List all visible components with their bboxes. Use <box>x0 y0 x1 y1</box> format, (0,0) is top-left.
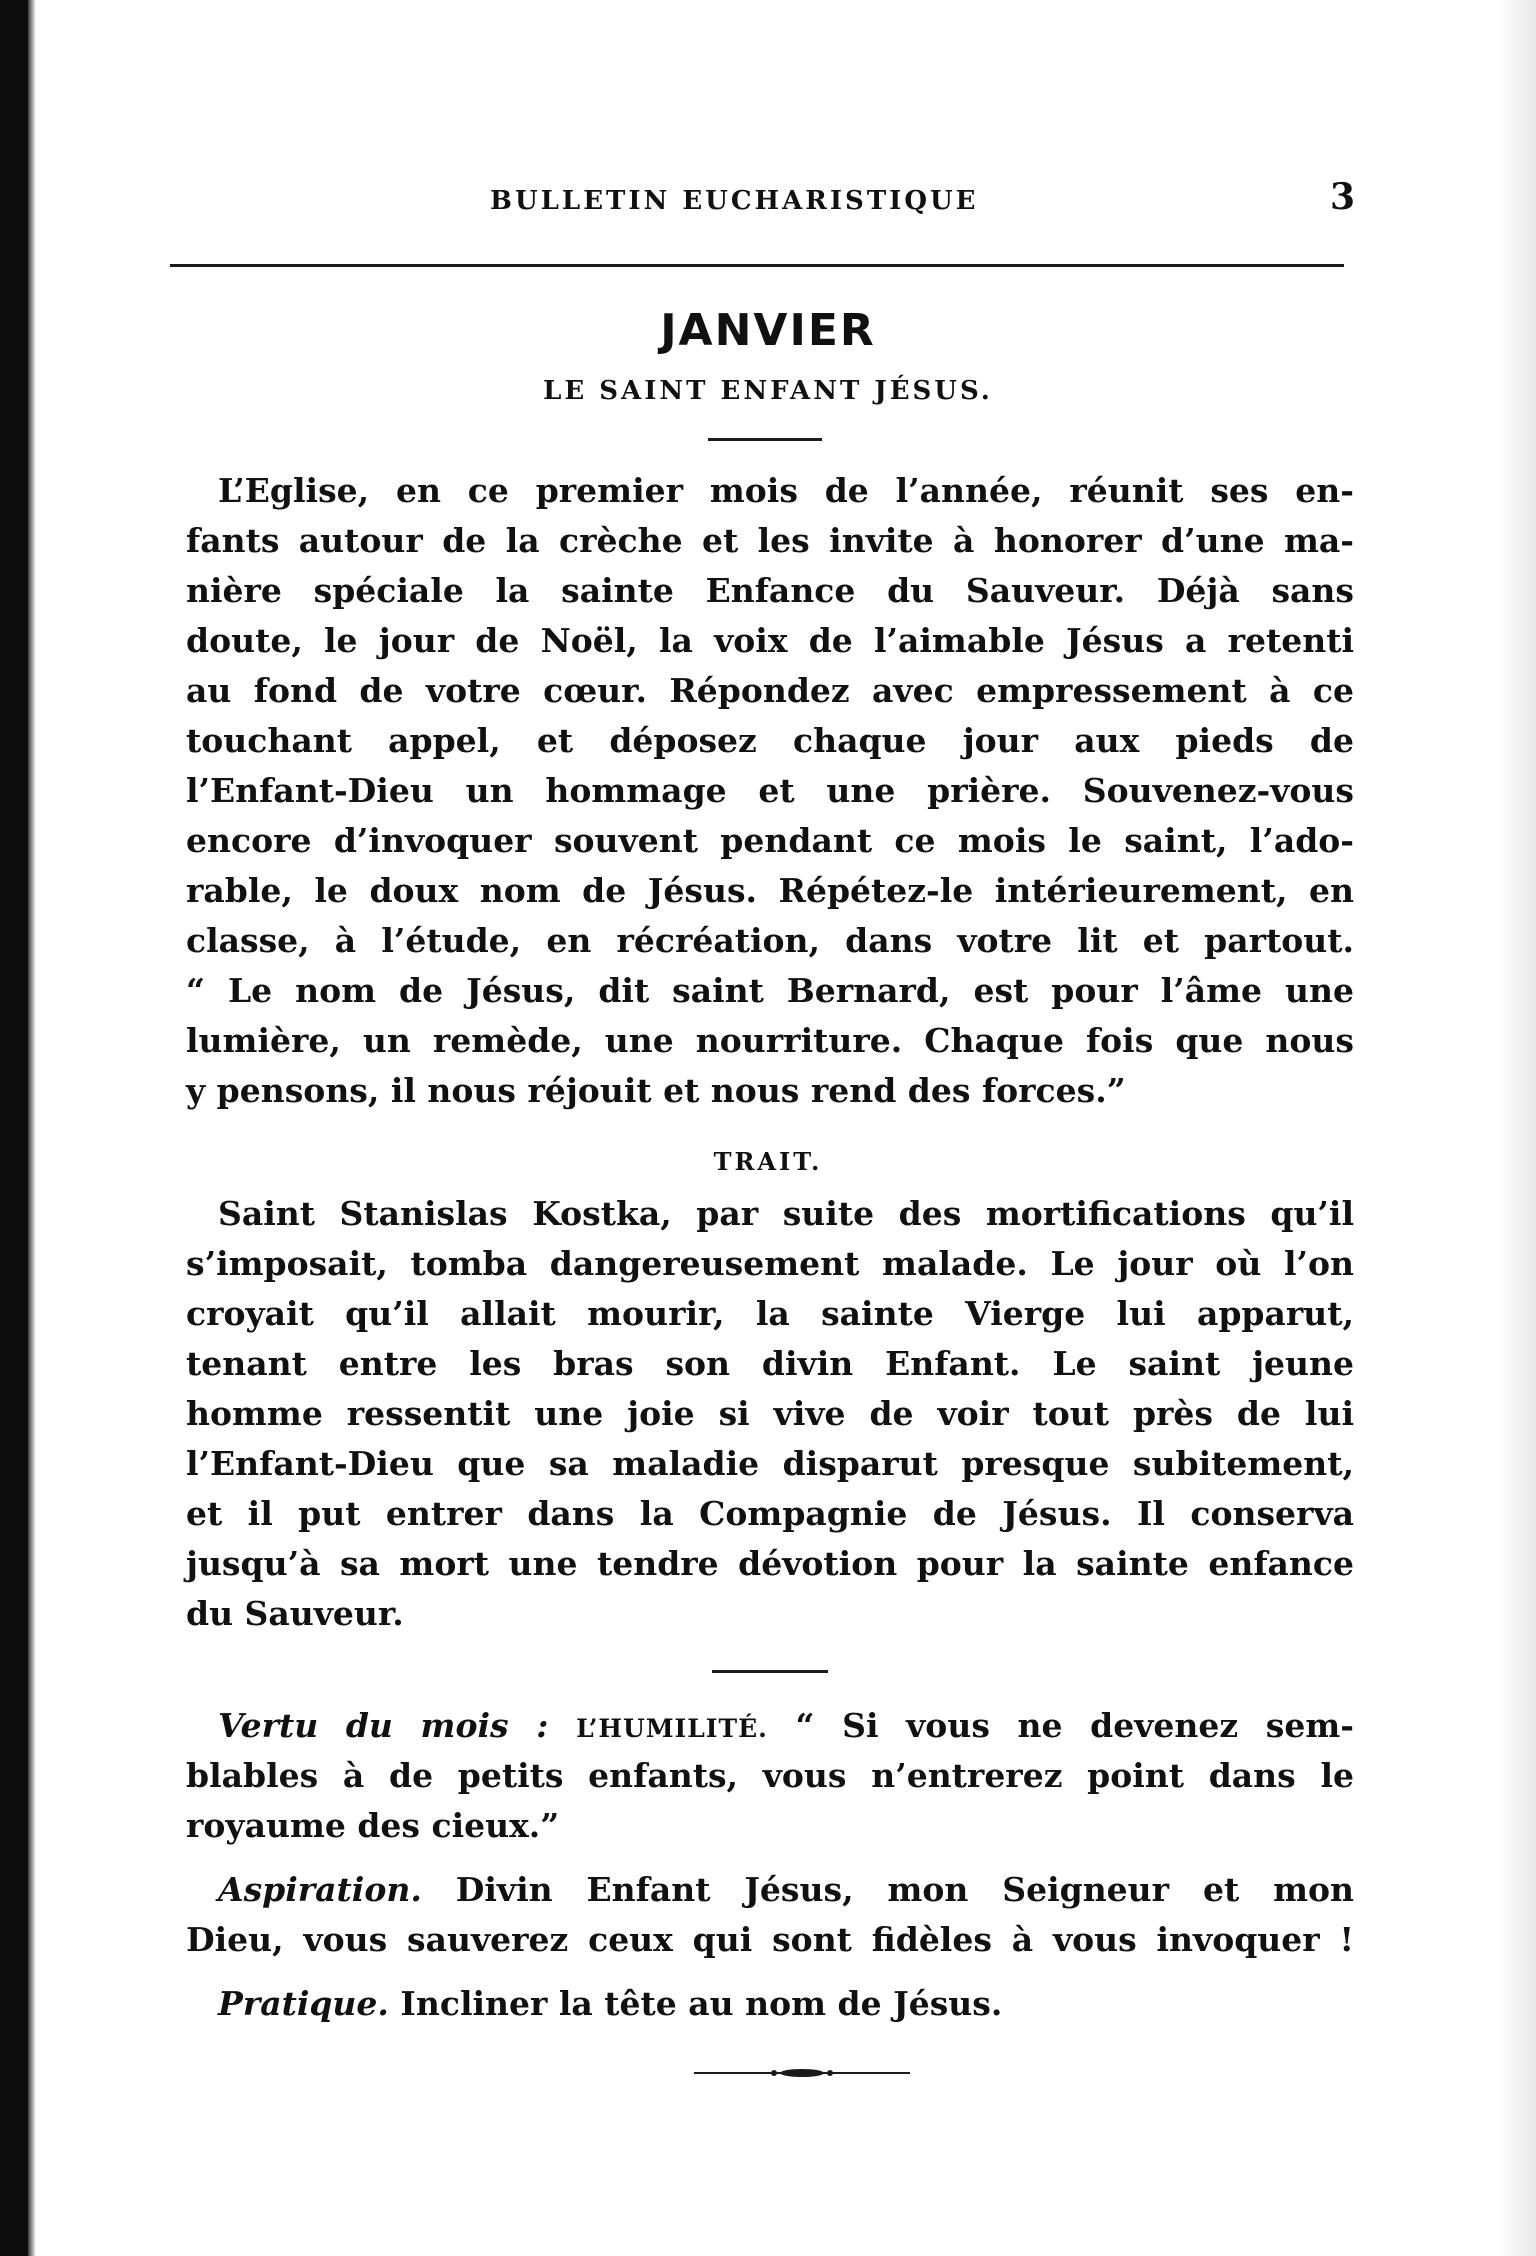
body-line: royaume des cieux.” <box>186 1806 560 1845</box>
body-line: homme ressentit une joie si vive de voir tout près de lui <box>186 1394 1354 1433</box>
page-number: 3 <box>1330 176 1356 218</box>
body-line: fants autour de la crèche et les invite à honorer d’une ma- <box>186 521 1354 560</box>
aspiration-line <box>218 1870 1354 1910</box>
body-line: L’Eglise, en ce premier mois de l’année, réunit ses en- <box>218 471 1354 510</box>
vertu-line <box>218 1706 1354 1749</box>
body-line: du Sauveur. <box>186 1594 404 1633</box>
vertu-quote-start: “ Si vous ne devenez sem- <box>795 1706 1354 1745</box>
section-rule <box>712 1670 828 1673</box>
body-line: Saint Stanislas Kostka, par suite des mortifications qu’il <box>218 1194 1354 1233</box>
running-head: BULLETIN EUCHARISTIQUE <box>490 186 979 216</box>
end-ornament <box>694 2066 910 2080</box>
body-line: l’Enfant-Dieu un hommage et une prière. Souvenez-vous <box>186 771 1354 810</box>
body-line: touchant appel, et déposez chaque jour aux pieds de <box>186 721 1354 760</box>
body-line: jusqu’à sa mort une tendre dévotion pour la sainte enfance <box>186 1544 1354 1583</box>
pratique-text: Incliner la tête au nom de Jésus. <box>400 1984 1003 2023</box>
body-line: rable, le doux nom de Jésus. Répétez-le intérieurement, en <box>186 871 1354 910</box>
title-rule <box>708 438 822 441</box>
header-rule <box>170 264 1344 267</box>
vertu-label: Vertu du mois : <box>218 1706 549 1745</box>
aspiration-text: Divin Enfant Jésus, mon Seigneur et mon <box>455 1870 1354 1909</box>
vertu-virtue: L’HUMILITÉ. <box>576 1714 768 1743</box>
body-line: Dieu, vous sauverez ceux qui sont fidèles à vous invoquer ! <box>186 1920 1354 1959</box>
body-line: blables à de petits enfants, vous n’entrerez point dans le <box>186 1756 1354 1795</box>
section-subtitle: LE SAINT ENFANT JÉSUS. <box>543 376 993 406</box>
body-line: s’imposait, tomba dangereusement malade. Le jour où l’on <box>186 1244 1354 1283</box>
body-line: et il put entrer dans la Compagnie de Jésus. Il conserva <box>186 1494 1354 1533</box>
body-line: l’Enfant-Dieu que sa maladie disparut presque subitement, <box>186 1444 1354 1483</box>
pratique-label: Pratique. <box>218 1984 389 2023</box>
body-line: croyait qu’il allait mourir, la sainte Vierge lui apparut, <box>186 1294 1354 1333</box>
pratique-line <box>218 1984 1354 2024</box>
body-line: lumière, un remède, une nourriture. Chaque fois que nous <box>186 1021 1354 1060</box>
body-line: classe, à l’étude, en récréation, dans votre lit et partout. <box>186 921 1354 960</box>
body-line: “ Le nom de Jésus, dit saint Bernard, est pour l’âme une <box>186 971 1354 1010</box>
body-line: au fond de votre cœur. Répondez avec empressement à ce <box>186 671 1354 710</box>
body-line: y pensons, il nous réjouit et nous rend des forces.” <box>186 1071 1126 1110</box>
body-line: nière spéciale la sainte Enfance du Sauveur. Déjà sans <box>186 571 1354 610</box>
body-line: encore d’invoquer souvent pendant ce mois le saint, l’ado- <box>186 821 1354 860</box>
body-line: tenant entre les bras son divin Enfant. Le saint jeune <box>186 1344 1354 1383</box>
aspiration-label: Aspiration. <box>218 1870 422 1909</box>
month-title: JANVIER <box>660 305 876 356</box>
body-line: doute, le jour de Noël, la voix de l’aimable Jésus a retenti <box>186 621 1354 660</box>
trait-heading: TRAIT. <box>713 1147 823 1176</box>
